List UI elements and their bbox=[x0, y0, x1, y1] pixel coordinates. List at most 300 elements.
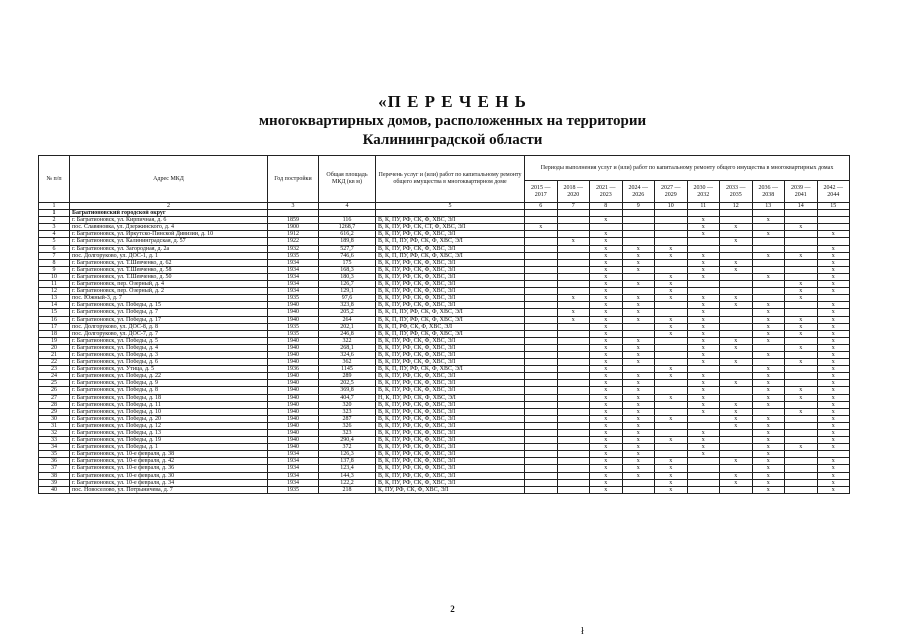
row-period-mark bbox=[687, 281, 720, 288]
row-area: 322 bbox=[319, 337, 376, 344]
row-services: В, К, ПУ, РФ, СК, Ф, ХВС, ЭЛ bbox=[376, 288, 525, 295]
header-period: 2036 — 2038 bbox=[752, 181, 785, 203]
row-period-mark: x bbox=[720, 302, 753, 309]
row-period-mark: x bbox=[590, 217, 623, 224]
row-period-mark: x bbox=[687, 295, 720, 302]
row-period-mark bbox=[557, 458, 590, 465]
row-address: г. Багратионовск, ул. Утица, д. 5 bbox=[70, 366, 268, 373]
row-num: 38 bbox=[39, 472, 70, 479]
row-period-mark bbox=[720, 316, 753, 323]
region-row bbox=[39, 210, 850, 217]
row-period-mark: x bbox=[622, 281, 655, 288]
row-period-mark bbox=[687, 415, 720, 422]
column-number: 6 bbox=[525, 203, 558, 210]
row-services: Н, К, ПУ, РФ, СК, Ф, ХВС, ЭЛ bbox=[376, 394, 525, 401]
row-period-mark bbox=[785, 451, 818, 458]
table-row bbox=[39, 472, 850, 479]
row-services: В, К, П, ПУ, РФ, СК, Ф, ХВС, ЭЛ bbox=[376, 309, 525, 316]
row-period-mark bbox=[785, 217, 818, 224]
row-services: В, К, ПУ, РФ, СК, Ф, ХВС, ЭЛ bbox=[376, 430, 525, 437]
row-period-mark bbox=[720, 444, 753, 451]
row-area: 205,2 bbox=[319, 309, 376, 316]
row-num: 34 bbox=[39, 444, 70, 451]
row-period-mark bbox=[525, 359, 558, 366]
row-period-mark bbox=[655, 238, 688, 245]
header-period: 2039 — 2041 bbox=[785, 181, 818, 203]
row-year: 1934 bbox=[268, 451, 319, 458]
row-period-mark bbox=[557, 337, 590, 344]
row-address: пос. Долгоруково, ул. ДОС-8, д. 8 bbox=[70, 323, 268, 330]
row-period-mark bbox=[557, 394, 590, 401]
row-period-mark bbox=[752, 245, 785, 252]
row-period-mark bbox=[557, 408, 590, 415]
row-period-mark: x bbox=[590, 408, 623, 415]
row-period-mark: x bbox=[720, 295, 753, 302]
row-period-mark: x bbox=[752, 366, 785, 373]
row-area: 97,6 bbox=[319, 295, 376, 302]
row-period-mark: x bbox=[752, 217, 785, 224]
row-period-mark: x bbox=[817, 422, 850, 429]
row-year: 1859 bbox=[268, 217, 319, 224]
row-period-mark bbox=[785, 472, 818, 479]
column-number: 15 bbox=[817, 203, 850, 210]
table-row bbox=[39, 330, 850, 337]
row-area: 323,8 bbox=[319, 302, 376, 309]
table-row bbox=[39, 430, 850, 437]
row-year: 1940 bbox=[268, 316, 319, 323]
row-period-mark bbox=[655, 380, 688, 387]
row-num: 14 bbox=[39, 302, 70, 309]
row-num: 28 bbox=[39, 401, 70, 408]
table-row bbox=[39, 366, 850, 373]
row-period-mark: x bbox=[687, 252, 720, 259]
row-period-mark: x bbox=[752, 465, 785, 472]
row-period-mark bbox=[720, 309, 753, 316]
column-number: 14 bbox=[785, 203, 818, 210]
row-period-mark bbox=[785, 238, 818, 245]
header-period: 2033 — 2035 bbox=[720, 181, 753, 203]
row-period-mark bbox=[785, 458, 818, 465]
row-period-mark: x bbox=[720, 472, 753, 479]
row-period-mark: x bbox=[817, 359, 850, 366]
row-services: В, К, ПУ, РФ, СК, Ф, ХВС, ЭЛ bbox=[376, 273, 525, 280]
row-period-mark bbox=[655, 224, 688, 231]
row-period-mark bbox=[687, 366, 720, 373]
row-services: В, К, ПУ, РФ, СК, Ф, ХВС, ЭЛ bbox=[376, 437, 525, 444]
row-period-mark bbox=[557, 366, 590, 373]
row-services: В, К, П, ПУ, РФ, СК, Ф, ХВС, ЭЛ bbox=[376, 316, 525, 323]
row-period-mark: x bbox=[622, 472, 655, 479]
table-row bbox=[39, 408, 850, 415]
row-area: 189,8 bbox=[319, 238, 376, 245]
row-period-mark: x bbox=[590, 231, 623, 238]
row-num: 12 bbox=[39, 288, 70, 295]
row-num: 21 bbox=[39, 351, 70, 358]
row-period-mark bbox=[557, 373, 590, 380]
row-address: г. Багратионовск, ул. Победы, д. 15 bbox=[70, 302, 268, 309]
title-line-3: Калининградской области bbox=[362, 132, 543, 148]
row-period-mark bbox=[525, 465, 558, 472]
row-period-mark: x bbox=[590, 245, 623, 252]
row-services: В, К, ПУ, РФ, СК, Ф, ХВС, ЭЛ bbox=[376, 373, 525, 380]
row-period-mark: x bbox=[622, 359, 655, 366]
row-year: 1934 bbox=[268, 259, 319, 266]
row-period-mark bbox=[720, 351, 753, 358]
row-period-mark: x bbox=[752, 458, 785, 465]
row-period-mark bbox=[687, 288, 720, 295]
empty-cell bbox=[655, 210, 688, 217]
row-period-mark bbox=[525, 288, 558, 295]
table-row bbox=[39, 309, 850, 316]
row-period-mark bbox=[785, 380, 818, 387]
row-services: В, К, ПУ, РФ, СК, Ф, ХВС, ЭЛ bbox=[376, 465, 525, 472]
row-address: г. Багратионовск, ул. 10-е февраля, д. 36 bbox=[70, 465, 268, 472]
row-period-mark: x bbox=[622, 430, 655, 437]
row-year: 1940 bbox=[268, 430, 319, 437]
row-period-mark bbox=[525, 380, 558, 387]
row-num: 32 bbox=[39, 430, 70, 437]
row-period-mark bbox=[687, 458, 720, 465]
row-period-mark bbox=[557, 479, 590, 486]
row-services: В, К, ПУ, РФ, СК, Ф, ХВС, ЭЛ bbox=[376, 266, 525, 273]
row-period-mark: x bbox=[752, 451, 785, 458]
row-services: В, К, П, ПУ, РФ, СК, Ф, ХВС, ЭЛ bbox=[376, 366, 525, 373]
row-period-mark: x bbox=[590, 359, 623, 366]
row-period-mark bbox=[525, 231, 558, 238]
table-row bbox=[39, 337, 850, 344]
row-address: г. Багратионовск, ул. Победы, д. 4 bbox=[70, 344, 268, 351]
empty-cell bbox=[785, 210, 818, 217]
empty-cell bbox=[319, 210, 376, 217]
table-row bbox=[39, 238, 850, 245]
row-address: г. Багратионовск, ул. 10-е февраля, д. 30 bbox=[70, 472, 268, 479]
row-year: 1936 bbox=[268, 366, 319, 373]
row-services: В, К, ПУ, РФ, СК, Ф, ХВС, ЭЛ bbox=[376, 479, 525, 486]
row-period-mark: x bbox=[557, 316, 590, 323]
row-area: 290,4 bbox=[319, 437, 376, 444]
column-number: 13 bbox=[752, 203, 785, 210]
row-num: 10 bbox=[39, 273, 70, 280]
row-period-mark: x bbox=[687, 437, 720, 444]
table-row bbox=[39, 415, 850, 422]
row-num: 8 bbox=[39, 259, 70, 266]
row-period-mark bbox=[622, 217, 655, 224]
row-period-mark: x bbox=[752, 430, 785, 437]
row-period-mark bbox=[525, 351, 558, 358]
row-period-mark: x bbox=[785, 359, 818, 366]
row-period-mark bbox=[785, 245, 818, 252]
row-period-mark: x bbox=[655, 465, 688, 472]
row-period-mark bbox=[525, 281, 558, 288]
row-address: г. Багратионовск, ул. Победы, д. 5 bbox=[70, 337, 268, 344]
row-services: В, К, ПУ, РФ, СК, Ф, ХВС, ЭЛ bbox=[376, 302, 525, 309]
row-address: г. Багратионовск, пер. Озерный, д. 2 bbox=[70, 288, 268, 295]
row-period-mark bbox=[557, 451, 590, 458]
row-period-mark: x bbox=[590, 444, 623, 451]
column-number: 2 bbox=[70, 203, 268, 210]
row-period-mark bbox=[557, 380, 590, 387]
row-area: 246,8 bbox=[319, 330, 376, 337]
row-period-mark: x bbox=[785, 387, 818, 394]
row-services: В, К, П, РФ, СК, Ф, ХВС, ЭЛ bbox=[376, 323, 525, 330]
row-period-mark: x bbox=[817, 337, 850, 344]
row-address: г. Багратионовск, пер. Озерный, д. 4 bbox=[70, 281, 268, 288]
row-period-mark bbox=[525, 323, 558, 330]
table-row bbox=[39, 373, 850, 380]
row-period-mark bbox=[525, 266, 558, 273]
row-period-mark: x bbox=[720, 359, 753, 366]
row-period-mark: x bbox=[720, 408, 753, 415]
row-period-mark: x bbox=[817, 472, 850, 479]
row-period-mark bbox=[785, 273, 818, 280]
row-period-mark: x bbox=[817, 252, 850, 259]
row-period-mark bbox=[525, 273, 558, 280]
row-year: 1940 bbox=[268, 444, 319, 451]
row-address: г. Багратионовск, ул. Калининградская, д. 57 bbox=[70, 238, 268, 245]
row-period-mark: x bbox=[655, 373, 688, 380]
row-period-mark: x bbox=[590, 465, 623, 472]
row-period-mark bbox=[525, 437, 558, 444]
row-address: г. Багратионовск, ул. Победы, д. 9 bbox=[70, 380, 268, 387]
empty-cell bbox=[525, 210, 558, 217]
row-address: г. Багратионовск, ул. Победы, д. 1 bbox=[70, 444, 268, 451]
row-period-mark: x bbox=[655, 252, 688, 259]
row-period-mark bbox=[720, 394, 753, 401]
row-num: 2 bbox=[39, 217, 70, 224]
row-period-mark: x bbox=[622, 252, 655, 259]
row-period-mark bbox=[557, 273, 590, 280]
column-number: 7 bbox=[557, 203, 590, 210]
row-period-mark: x bbox=[720, 224, 753, 231]
row-period-mark: x bbox=[622, 422, 655, 429]
header-period: 2015 — 2017 bbox=[525, 181, 558, 203]
row-period-mark bbox=[557, 486, 590, 493]
table-row bbox=[39, 295, 850, 302]
row-period-mark: x bbox=[655, 330, 688, 337]
row-address: г. Багратионовск, ул. Загородная, д. 2а bbox=[70, 245, 268, 252]
row-period-mark: x bbox=[622, 302, 655, 309]
row-period-mark: x bbox=[785, 394, 818, 401]
row-services: В, К, ПУ, РФ, СК, Ф, ХВС, ЭЛ bbox=[376, 408, 525, 415]
table-row bbox=[39, 380, 850, 387]
row-period-mark: x bbox=[720, 479, 753, 486]
row-period-mark bbox=[687, 238, 720, 245]
row-year: 1940 bbox=[268, 380, 319, 387]
row-period-mark bbox=[525, 430, 558, 437]
row-num: 13 bbox=[39, 295, 70, 302]
row-services: В, К, ПУ, РФ, СК, Ф, ХВС, ЭЛ bbox=[376, 245, 525, 252]
row-area: 362 bbox=[319, 359, 376, 366]
row-period-mark: x bbox=[622, 465, 655, 472]
row-period-mark bbox=[817, 295, 850, 302]
row-period-mark: x bbox=[687, 224, 720, 231]
row-period-mark: x bbox=[655, 288, 688, 295]
row-period-mark: x bbox=[817, 394, 850, 401]
row-period-mark: x bbox=[785, 408, 818, 415]
row-services: В, К, П, ПУ, РФ, СК, Ф, ХВС, ЭЛ bbox=[376, 252, 525, 259]
row-period-mark: x bbox=[817, 330, 850, 337]
row-area: 289 bbox=[319, 373, 376, 380]
row-year: 1934 bbox=[268, 273, 319, 280]
row-period-mark bbox=[525, 479, 558, 486]
row-period-mark bbox=[525, 316, 558, 323]
region-num: 1 bbox=[39, 210, 70, 217]
row-num: 25 bbox=[39, 380, 70, 387]
row-period-mark: x bbox=[590, 387, 623, 394]
header-period: 2021 — 2023 bbox=[590, 181, 623, 203]
row-period-mark bbox=[752, 266, 785, 273]
row-period-mark: x bbox=[622, 266, 655, 273]
row-period-mark bbox=[785, 422, 818, 429]
row-period-mark bbox=[525, 486, 558, 493]
row-period-mark bbox=[752, 259, 785, 266]
bottom-mark: ł bbox=[581, 626, 584, 637]
row-period-mark: x bbox=[817, 444, 850, 451]
row-period-mark: x bbox=[622, 259, 655, 266]
row-period-mark: x bbox=[785, 316, 818, 323]
row-period-mark: x bbox=[752, 394, 785, 401]
row-services: В, К, ПУ, РФ, СК, Ф, ХВС, ЭЛ bbox=[376, 351, 525, 358]
row-services: К, ПУ, РФ, СК, Ф, ХВС, ЭЛ bbox=[376, 486, 525, 493]
row-area: 175 bbox=[319, 259, 376, 266]
row-period-mark bbox=[655, 344, 688, 351]
row-period-mark: x bbox=[720, 415, 753, 422]
row-period-mark bbox=[752, 295, 785, 302]
row-period-mark bbox=[752, 281, 785, 288]
row-period-mark: x bbox=[590, 273, 623, 280]
row-period-mark bbox=[785, 415, 818, 422]
row-period-mark: x bbox=[720, 259, 753, 266]
row-period-mark: x bbox=[655, 437, 688, 444]
row-area: 323 bbox=[319, 430, 376, 437]
row-period-mark bbox=[655, 422, 688, 429]
row-period-mark bbox=[655, 217, 688, 224]
row-period-mark: x bbox=[590, 316, 623, 323]
row-period-mark bbox=[752, 288, 785, 295]
row-period-mark bbox=[817, 217, 850, 224]
row-period-mark: x bbox=[590, 415, 623, 422]
row-year: 1940 bbox=[268, 437, 319, 444]
row-period-mark bbox=[525, 330, 558, 337]
row-period-mark: x bbox=[720, 401, 753, 408]
row-period-mark bbox=[785, 337, 818, 344]
row-address: г. Багратионовск, ул. Иркутско-Пинской Дивизии, д. 10 bbox=[70, 231, 268, 238]
table-row bbox=[39, 217, 850, 224]
row-services: В, К, ПУ, РФ, СК, Ф, ХВС, ЭЛ bbox=[376, 472, 525, 479]
row-period-mark bbox=[525, 295, 558, 302]
row-period-mark bbox=[720, 330, 753, 337]
row-address: г. Багратионовск, ул. Победы, д. 12 bbox=[70, 422, 268, 429]
row-year: 1912 bbox=[268, 231, 319, 238]
row-period-mark bbox=[557, 224, 590, 231]
row-period-mark bbox=[655, 408, 688, 415]
row-period-mark: x bbox=[622, 444, 655, 451]
row-period-mark bbox=[525, 245, 558, 252]
row-period-mark: x bbox=[687, 373, 720, 380]
row-services: В, К, ПУ, РФ, СК, Ф, ХВС, ЭЛ bbox=[376, 259, 525, 266]
row-period-mark: x bbox=[752, 351, 785, 358]
row-period-mark bbox=[622, 273, 655, 280]
row-period-mark: x bbox=[785, 323, 818, 330]
row-period-mark: x bbox=[655, 366, 688, 373]
row-period-mark: x bbox=[590, 366, 623, 373]
row-period-mark bbox=[752, 224, 785, 231]
header-period: 2018 — 2020 bbox=[557, 181, 590, 203]
row-period-mark bbox=[525, 337, 558, 344]
row-period-mark bbox=[785, 266, 818, 273]
row-period-mark: x bbox=[622, 344, 655, 351]
row-address: г. Багратионовск, ул. Т.Шевченко, д. 58 bbox=[70, 266, 268, 273]
row-period-mark bbox=[557, 245, 590, 252]
row-period-mark: x bbox=[817, 288, 850, 295]
row-address: г. Багратионовск, ул. Кирпичная, д. 6 bbox=[70, 217, 268, 224]
row-period-mark: x bbox=[720, 266, 753, 273]
row-period-mark: x bbox=[590, 330, 623, 337]
row-area: 527,7 bbox=[319, 245, 376, 252]
row-period-mark bbox=[785, 437, 818, 444]
row-period-mark bbox=[655, 266, 688, 273]
row-address: г. Багратионовск, ул. Победы, д. 3 bbox=[70, 351, 268, 358]
row-period-mark: x bbox=[590, 259, 623, 266]
row-period-mark bbox=[622, 486, 655, 493]
row-period-mark bbox=[655, 359, 688, 366]
row-num: 31 bbox=[39, 422, 70, 429]
row-address: г. Багратионовск, ул. Т.Шевченко, д. 50 bbox=[70, 273, 268, 280]
row-period-mark bbox=[557, 252, 590, 259]
row-period-mark: x bbox=[752, 231, 785, 238]
row-year: 1900 bbox=[268, 224, 319, 231]
row-period-mark bbox=[785, 259, 818, 266]
row-period-mark bbox=[525, 344, 558, 351]
row-period-mark: x bbox=[525, 224, 558, 231]
row-period-mark bbox=[525, 401, 558, 408]
table-row bbox=[39, 259, 850, 266]
row-area: 218 bbox=[319, 486, 376, 493]
row-services: В, К, ПУ, РФ, СК, СТ, Ф, ХВС, ЭЛ bbox=[376, 224, 525, 231]
row-period-mark: x bbox=[622, 337, 655, 344]
row-period-mark bbox=[590, 224, 623, 231]
table-row bbox=[39, 273, 850, 280]
row-period-mark: x bbox=[817, 486, 850, 493]
row-year: 1940 bbox=[268, 351, 319, 358]
row-address: г. Багратионовск, ул. 10-е февраля, д. 42 bbox=[70, 458, 268, 465]
row-year: 1935 bbox=[268, 330, 319, 337]
row-period-mark bbox=[655, 451, 688, 458]
row-period-mark: x bbox=[687, 323, 720, 330]
row-year: 1940 bbox=[268, 387, 319, 394]
row-period-mark: x bbox=[752, 387, 785, 394]
row-address: г. Багратионовск, ул. Победы, д. 7 bbox=[70, 309, 268, 316]
row-period-mark bbox=[525, 451, 558, 458]
row-period-mark: x bbox=[687, 451, 720, 458]
row-address: г. Багратионовск, ул. Победы, д. 8 bbox=[70, 387, 268, 394]
row-area: 126,7 bbox=[319, 281, 376, 288]
row-period-mark: x bbox=[590, 302, 623, 309]
row-period-mark: x bbox=[590, 238, 623, 245]
table-row bbox=[39, 231, 850, 238]
row-period-mark: x bbox=[687, 273, 720, 280]
row-period-mark: x bbox=[590, 309, 623, 316]
row-area: 287 bbox=[319, 415, 376, 422]
row-period-mark: x bbox=[752, 422, 785, 429]
row-period-mark: x bbox=[590, 437, 623, 444]
row-period-mark: x bbox=[687, 401, 720, 408]
row-services: В, К, ПУ, РФ, СК, Ф, ХВС, ЭЛ bbox=[376, 444, 525, 451]
title-line-1: «П Е Р Е Ч Е Н Ь bbox=[378, 92, 527, 111]
row-period-mark bbox=[655, 337, 688, 344]
row-period-mark: x bbox=[655, 486, 688, 493]
row-address: г. Багратионовск, ул. 10-е февраля, д. 34 bbox=[70, 479, 268, 486]
